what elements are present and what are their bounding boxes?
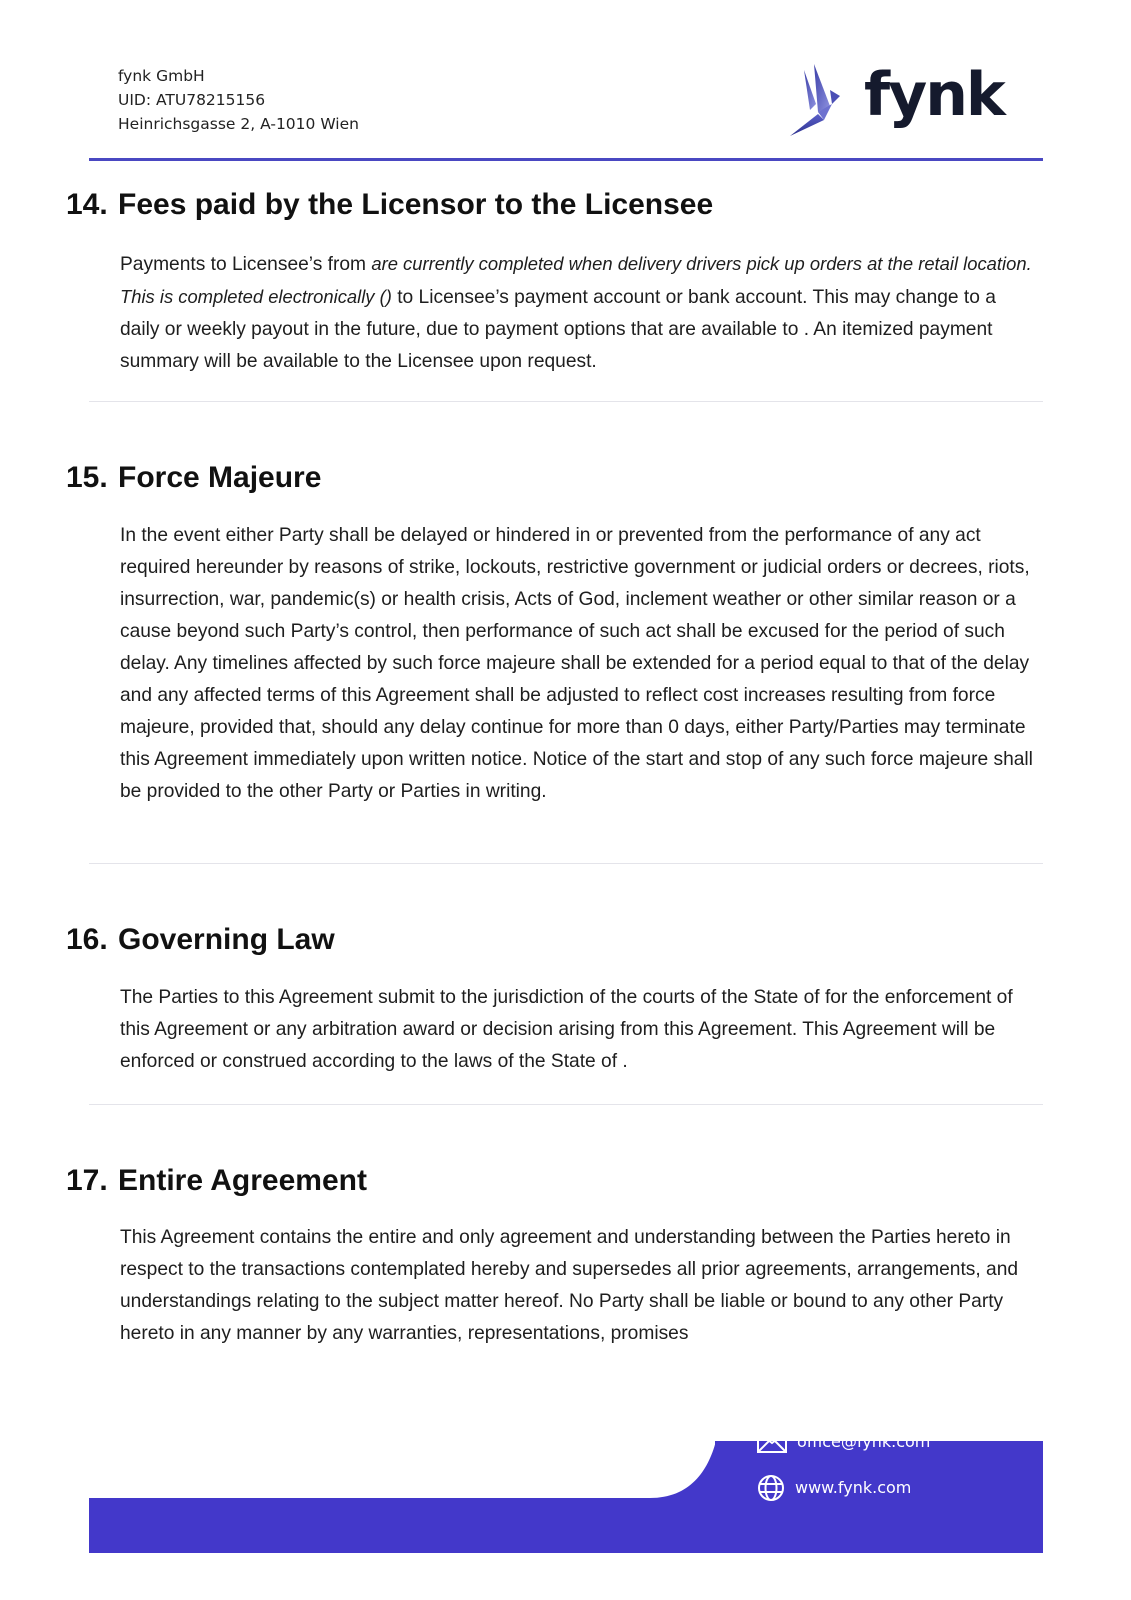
header-divider — [89, 158, 1043, 161]
footer-curve — [600, 1441, 740, 1501]
section-title: Entire Agreement — [118, 1164, 367, 1197]
section-number: 16. — [66, 923, 108, 956]
body-text-italic: are currently completed when delivery drivers pick up orders at the retail location. This is completed electronically () — [120, 253, 1032, 307]
body-text: Payments to Licensee’s from — [120, 254, 372, 275]
company-address: Heinrichsgasse 2, A-1010 Wien — [118, 115, 359, 133]
globe-icon — [757, 1474, 785, 1502]
section-divider — [89, 863, 1043, 864]
footer-website[interactable] — [757, 1474, 911, 1502]
section-title: Force Majeure — [118, 461, 322, 494]
company-uid: UID: ATU78215156 — [118, 91, 266, 109]
section-number: 15. — [66, 461, 108, 494]
section-divider — [89, 1104, 1043, 1105]
footer-email[interactable] — [757, 1431, 930, 1453]
section-body: In the event either Party shall be delayed or hindered in or prevented from the performance of any act required hereunder by reasons of strike, lockouts, restrictive government or judicial orders or decrees, riots, insurrection, war, pandemic(s) or health crisis, Acts of God, inclement weather or other similar reason or a cause beyond such Party’s control, then performance of such act shall be excused for the period of such delay. Any timelines affected by such force majeure shall be extended for a period equal to that of the delay and any affected terms of this Agreement shall be adjusted to reflect cost increases resulting from force majeure, provided that, should any delay continue for more than 0 days, either Party/Parties may terminate this Agreement immediately upon written notice. Notice of the start and stop of any such force majeure shall be provided to the other Party or Parties in writing. — [120, 525, 1033, 802]
logo-wordmark: fynk — [864, 60, 1004, 130]
company-info — [118, 64, 359, 136]
section-heading — [66, 187, 713, 223]
footer-band — [89, 1498, 1043, 1553]
section-heading — [66, 460, 321, 496]
company-name: fynk GmbH — [118, 67, 205, 85]
website-link[interactable]: www.fynk.com — [795, 1478, 912, 1497]
section-title: Governing Law — [118, 923, 335, 956]
section-body: This Agreement contains the entire and only agreement and understanding between the Parties hereto in respect to the transactions contemplated hereby and supersedes all prior agreements, arrangements, and understandings relating to the subject matter hereof. No Party shall be liable or bound to any other Party hereto in any manner by any warranties, representations, promises — [120, 1227, 1019, 1344]
section-number: 14. — [66, 188, 108, 221]
section-title: Fees paid by the Licensor to the Licensee — [118, 188, 714, 221]
section-heading — [66, 922, 335, 958]
section-divider — [89, 401, 1043, 402]
fynk-logo — [808, 60, 1008, 140]
email-link[interactable]: office@fynk.com — [797, 1432, 931, 1451]
section-heading — [66, 1163, 367, 1199]
origami-bird-icon — [788, 60, 852, 140]
section-body: The Parties to this Agreement submit to the jurisdiction of the courts of the State of for the enforcement of this Agreement or any arbitration award or decision arising from this Agreement. This Agreement will be enforced or construed according to the laws of the State of . — [120, 987, 1013, 1072]
body-text: to Licensee’s payment account or bank account. This may change to a daily or weekly payout in the future, due to payment options that are available to . An itemized payment summary will be available to the Licensee upon request. — [120, 287, 996, 372]
envelope-icon — [757, 1431, 787, 1453]
section-number: 17. — [66, 1164, 108, 1197]
section-body — [120, 248, 1040, 378]
